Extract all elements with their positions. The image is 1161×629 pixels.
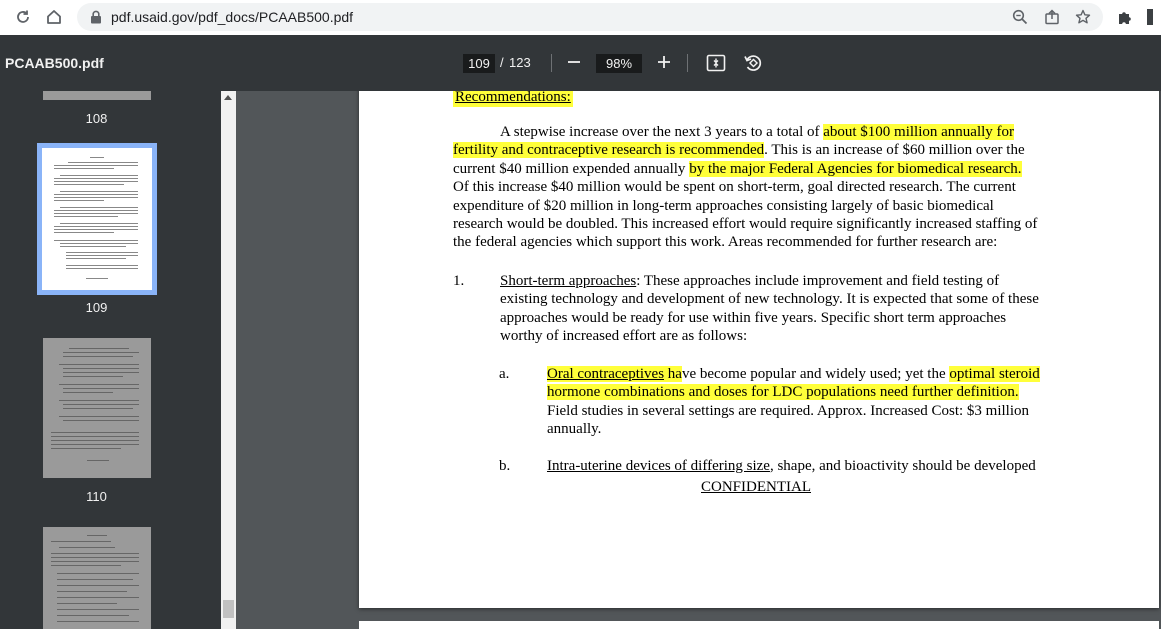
pdf-next-page	[359, 621, 1159, 629]
highlighted-text: optimal steroid	[949, 366, 1040, 382]
reload-icon[interactable]	[12, 6, 34, 28]
page-separator: /	[500, 55, 504, 70]
highlighted-text: fertility and contraceptive research is recommended	[453, 142, 765, 159]
text-span: Intra-uterine devices of differing size	[547, 458, 770, 474]
document-line	[453, 233, 997, 251]
minus-icon	[567, 55, 581, 69]
sidebar-scrollbar[interactable]	[221, 91, 236, 629]
recommendations-heading: Recommendations:	[453, 91, 573, 107]
text-span: , shape, and bioactivity should be developed	[769, 458, 1036, 474]
page-total: 123	[509, 55, 531, 70]
highlighted-text: Oral contraceptives	[547, 366, 665, 382]
text-span: ve become popular and widely used; yet the	[681, 366, 950, 382]
page-number-input[interactable]: 109	[463, 54, 495, 73]
thumbnail-page-109[interactable]	[42, 148, 152, 290]
document-line	[547, 383, 1019, 401]
bookmark-star-icon[interactable]	[1074, 8, 1092, 26]
share-icon[interactable]	[1043, 8, 1061, 26]
item-a-letter: a.	[499, 366, 510, 382]
rotate-icon	[743, 53, 763, 73]
fit-to-page-button[interactable]	[705, 52, 727, 74]
confidential-footer: CONFIDENTIAL	[701, 479, 811, 495]
text-span: Field studies in several settings are required. Approx. Increased Cost: $3 million	[547, 402, 1029, 419]
thumbnail-sidebar	[0, 91, 221, 629]
document-line	[547, 402, 1029, 420]
thumbnail-page-108[interactable]	[43, 91, 151, 100]
document-line	[453, 197, 994, 215]
scrollbar-thumb[interactable]	[223, 600, 234, 618]
thumbnail-page-111[interactable]	[43, 527, 151, 629]
document-line	[453, 215, 1037, 233]
text-span: : These approaches include improvement and field testing of	[636, 273, 1000, 289]
sidebar-toggle-icon[interactable]	[1143, 6, 1161, 28]
zoom-in-button[interactable]	[655, 52, 673, 72]
text-span: existing technology and development of new technology. It is expected that some of these	[500, 291, 1039, 308]
text-span: expenditure of $20 million in long-term approaches consisting largely of basic biomedical	[453, 197, 994, 214]
highlighted-text: hormone combinations and doses for LDC populations need further definition.	[547, 384, 1019, 401]
item-b-letter: b.	[499, 458, 511, 474]
fit-page-icon	[706, 54, 726, 72]
highlighted-text: ha	[664, 366, 682, 382]
text-span: current $40 million expended annually	[453, 160, 690, 177]
url-text[interactable]: pdf.usaid.gov/pdf_docs/PCAAB500.pdf	[111, 9, 354, 25]
document-line	[547, 365, 1040, 383]
scroll-up-arrow-icon[interactable]	[224, 95, 232, 100]
document-line	[547, 420, 601, 438]
zoom-out-button[interactable]	[565, 52, 583, 72]
document-line	[453, 160, 1022, 178]
item-1-number: 1.	[453, 273, 465, 289]
thumbnail-page-110[interactable]	[43, 338, 151, 478]
extensions-puzzle-icon[interactable]	[1114, 6, 1136, 28]
document-line	[500, 327, 747, 345]
rotate-button[interactable]	[742, 52, 764, 74]
document-viewer[interactable]	[236, 91, 1161, 629]
text-span: research would be doubled. This increased effort would require significantly increased staffing of	[453, 216, 1038, 232]
text-span: approaches would be ready for use within five years. Specific short term approaches	[500, 309, 1007, 326]
text-span: Of this increase $40 million would be spent on short-term, goal directed research. The current	[453, 179, 1016, 196]
toolbar-divider	[551, 54, 552, 72]
toolbar-divider	[687, 54, 688, 72]
document-line	[547, 457, 1036, 475]
document-line	[453, 141, 1025, 159]
text-span: A stepwise increase over the next 3 years to a total of	[500, 124, 824, 140]
document-line	[500, 272, 999, 290]
document-line	[500, 309, 1006, 327]
highlighted-text: by the major Federal Agencies for biomedical research.	[689, 160, 1022, 177]
document-title: PCAAB500.pdf	[5, 55, 104, 71]
pdf-toolbar	[0, 35, 1161, 91]
text-span: worthy of increased effort are as follows:	[500, 328, 748, 345]
plus-icon	[657, 55, 671, 69]
zoom-level-input[interactable]: 98%	[596, 54, 642, 73]
home-icon[interactable]	[43, 6, 65, 28]
thumbnail-label: 110	[86, 489, 107, 504]
thumbnail-label: 108	[85, 111, 108, 126]
address-bar[interactable]	[77, 3, 1103, 31]
pdf-page	[359, 91, 1159, 608]
text-span: . This is an increase of $60 million over the	[764, 142, 1025, 159]
thumbnail-label: 109	[85, 300, 108, 315]
browser-toolbar	[0, 0, 1161, 36]
lock-icon[interactable]	[87, 8, 105, 26]
text-span: annually.	[547, 421, 602, 438]
text-span: Short-term approaches	[500, 273, 637, 289]
highlighted-text: about $100 million annually for	[823, 124, 1015, 140]
text-span: the federal agencies which support this work. Areas recommended for further research are:	[453, 234, 998, 251]
document-line	[500, 123, 1014, 141]
zoom-magnifier-icon[interactable]	[1011, 8, 1029, 26]
document-line	[453, 178, 1016, 196]
document-line	[500, 290, 1039, 308]
